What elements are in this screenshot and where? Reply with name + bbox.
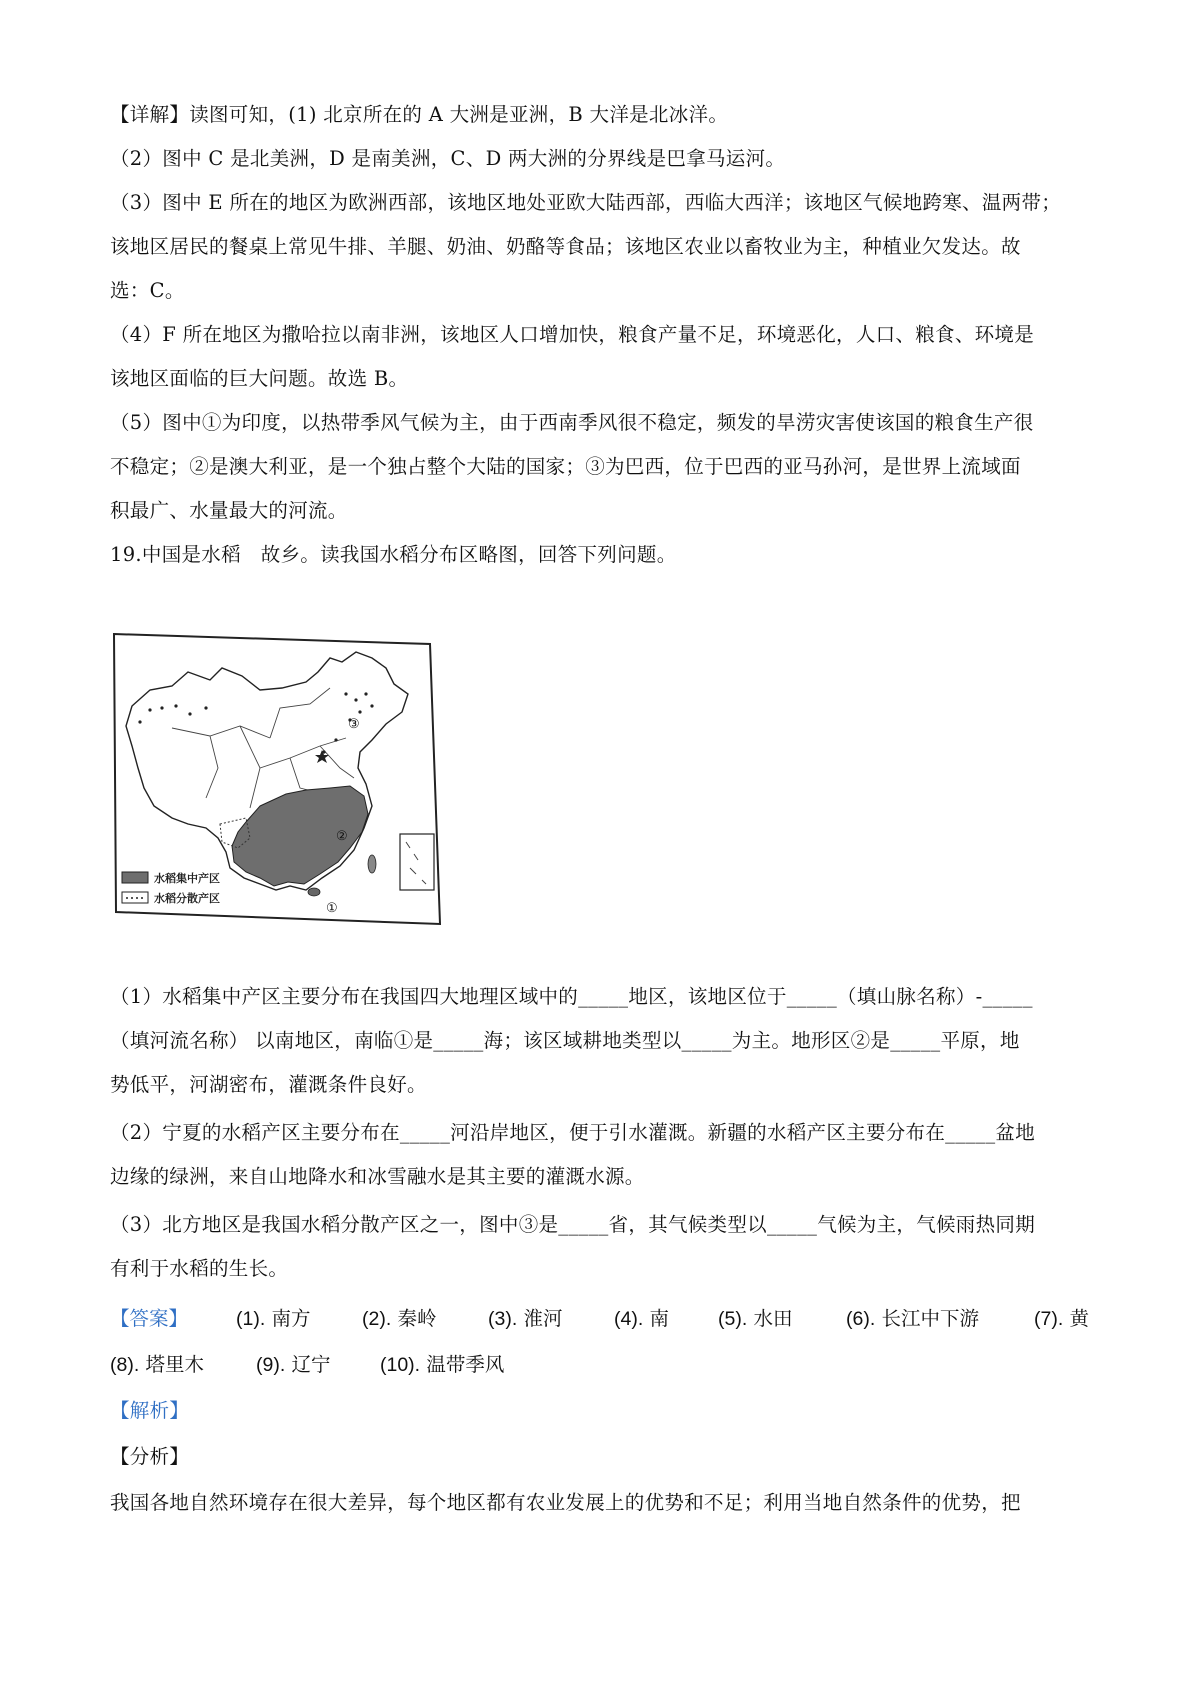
detail-line-7: 该地区面临的巨大问题。故选 B。 — [110, 367, 409, 390]
answer-text-10: 温带季风 — [426, 1353, 505, 1376]
answer-num-8: (8). — [110, 1354, 140, 1376]
marker-3: ③ — [348, 717, 360, 732]
answer-item-5 — [718, 1306, 792, 1332]
answer-num-5: (5). — [718, 1308, 748, 1330]
answer-text-6: 长江中下游 — [881, 1307, 979, 1330]
question-line-4: （2）宁夏的水稻产区主要分布在_____河沿岸地区，便于引水灌溉。新疆的水稻产区主要分布在_____盆地 — [110, 1121, 1036, 1144]
marker-1: ① — [326, 901, 338, 916]
legend-label-concentrated: 水稻集中产区 — [154, 872, 220, 885]
question-19-title: 19.中国是水稻 故乡。读我国水稻分布区略图，回答下列问题。 — [110, 543, 677, 566]
answer-text-4: 南 — [649, 1307, 669, 1330]
taiwan-island — [368, 855, 376, 873]
answer-num-1: (1). — [236, 1308, 266, 1330]
detail-line-4: 该地区居民的餐桌上常见牛排、羊腿、奶油、奶酪等食品；该地区农业以畜牧业为主，种植业欠发达。故 — [110, 235, 1021, 258]
detail-line-10: 积最广、水量最大的河流。 — [110, 499, 348, 522]
answer-text-1: 南方 — [271, 1307, 311, 1330]
answer-text-7: 黄 — [1069, 1307, 1089, 1330]
answer-num-3: (3). — [488, 1308, 518, 1330]
question-line-6: （3）北方地区是我国水稻分散产区之一，图中③是_____省，其气候类型以_____气候为主，气候雨热同期 — [110, 1213, 1036, 1236]
answer-label: 【答案】 — [110, 1307, 189, 1330]
answer-item-7 — [1034, 1306, 1089, 1332]
answer-num-7: (7). — [1034, 1308, 1064, 1330]
answer-item-4 — [614, 1306, 669, 1332]
answer-text-2: 秦岭 — [397, 1307, 437, 1330]
answer-item-8 — [110, 1352, 204, 1378]
analysis-label: 【解析】 — [110, 1399, 190, 1422]
answer-num-9: (9). — [256, 1354, 286, 1376]
answer-item-2 — [362, 1306, 436, 1332]
question-line-7: 有利于水稻的生长。 — [110, 1257, 289, 1280]
map-svg — [110, 628, 470, 934]
fenxi-label: 【分析】 — [110, 1445, 190, 1468]
detail-line-3: （3）图中 E 所在的地区为欧洲西部，该地区地处亚欧大陆西部，西临大西洋；该地区气候地跨寒、温两带； — [110, 191, 1062, 214]
answer-text-5: 水田 — [753, 1307, 793, 1330]
question-line-5: 边缘的绿洲，来自山地降水和冰雪融水是其主要的灌溉水源。 — [110, 1165, 645, 1188]
answer-num-10: (10). — [380, 1354, 421, 1376]
answer-item-3 — [488, 1306, 562, 1332]
answer-item-1 — [236, 1306, 310, 1332]
answer-item-10 — [380, 1352, 504, 1378]
answer-text-8: 塔里木 — [145, 1353, 204, 1376]
rice-distribution-map — [110, 628, 470, 934]
legend-label-dispersed: 水稻分散产区 — [154, 892, 220, 905]
question-line-1: （1）水稻集中产区主要分布在我国四大地理区域中的_____地区，该地区位于_____（填山脉名称）-_____ — [110, 985, 1033, 1008]
answer-text-3: 淮河 — [523, 1307, 563, 1330]
detail-line-1: 【详解】读图可知，(1) 北京所在的 A 大洲是亚洲，B 大洋是北冰洋。 — [110, 103, 729, 126]
detail-line-6: （4）F 所在地区为撒哈拉以南非洲，该地区人口增加快，粮食产量不足，环境恶化，人口、粮食、环境是 — [110, 323, 1035, 346]
legend-swatch-dispersed — [122, 892, 148, 903]
fenxi-text: 我国各地自然环境存在很大差异，每个地区都有农业发展上的优势和不足；利用当地自然条件的优势，把 — [110, 1491, 1021, 1514]
answer-num-6: (6). — [846, 1308, 876, 1330]
hainan-island — [308, 888, 320, 896]
south-china-sea-inset — [400, 834, 434, 890]
detail-line-2: （2）图中 C 是北美洲，D 是南美洲，C、D 两大洲的分界线是巴拿马运河。 — [110, 147, 786, 170]
question-line-2: （填河流名称） 以南地区，南临①是_____海；该区域耕地类型以_____为主。地形区②是_____平原，地 — [110, 1029, 1020, 1052]
detail-line-8: （5）图中①为印度，以热带季风气候为主，由于西南季风很不稳定，频发的旱涝灾害使该国的粮食生产很 — [110, 411, 1034, 434]
answer-item-9 — [256, 1352, 330, 1378]
detail-line-5: 选：C。 — [110, 279, 185, 302]
answer-item-6 — [846, 1306, 979, 1332]
answer-text-9: 辽宁 — [291, 1353, 331, 1376]
question-line-3: 势低平，河湖密布，灌溉条件良好。 — [110, 1073, 427, 1096]
marker-2: ② — [336, 829, 348, 844]
answer-num-2: (2). — [362, 1308, 392, 1330]
answer-num-4: (4). — [614, 1308, 644, 1330]
legend-swatch-concentrated — [122, 872, 148, 883]
detail-line-9: 不稳定；②是澳大利亚，是一个独占整个大陆的国家；③为巴西，位于巴西的亚马孙河，是世界上流域面 — [110, 455, 1021, 478]
